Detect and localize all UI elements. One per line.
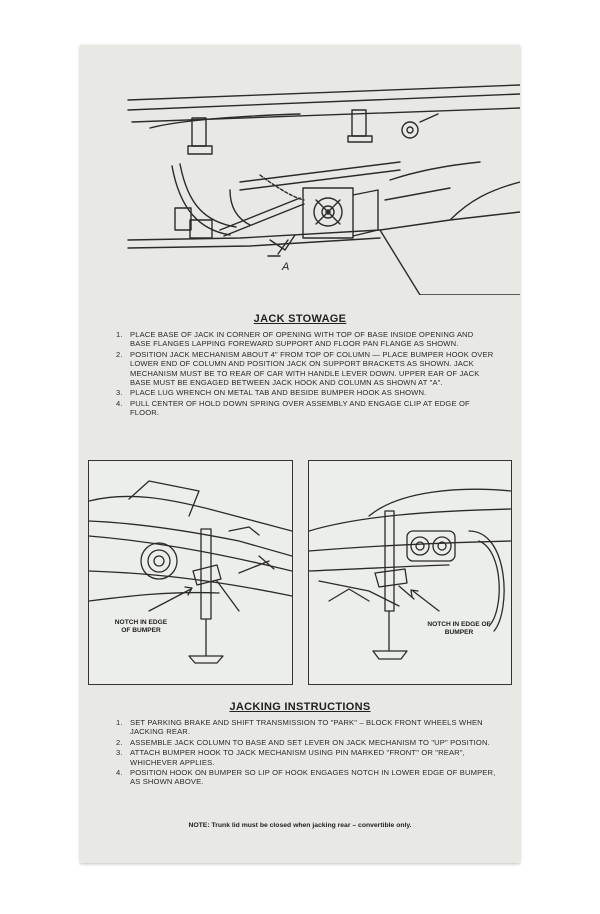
list-item: 3. PLACE LUG WRENCH ON METAL TAB AND BESIDE BUMPER HOOK AS SHOWN. — [116, 388, 427, 398]
list-item: 2. POSITION JACK MECHANISM ABOUT 4" FROM TOP OF COLUMN — PLACE BUMPER HOOK OVER LOWER END OF COLUMN AND POSITION JACK ON SUPPORT BRACKETS AS SHOWN. JACK MECHANISM MUST BE TO REAR OF CAR WITH HANDLE LEVER DOWN. UPPER EAR OF JACK BASE MUST BE ENGAGED BETWEEN JACK HOOK AND COLUMN AS SHOWN AT "A". — [116, 349, 494, 388]
list-item: 4. PULL CENTER OF HOLD DOWN SPRING OVER ASSEMBLY AND ENGAGE CLIP AT EDGE OF FLOOR. — [116, 398, 470, 418]
list-item: 2. ASSEMBLE JACK COLUMN TO BASE AND SET LEVER ON JACK MECHANISM TO "UP" POSITION. — [116, 737, 490, 747]
jack-stowage-title: JACK STOWAGE — [253, 313, 347, 325]
notch-label-left: NOTCH IN EDGE OF BUMPER — [114, 619, 168, 634]
list-item: 1. PLACE BASE OF JACK IN CORNER OF OPENING WITH TOP OF BASE INSIDE OPENING AND BASE FLANGES LAPPING FOREWARD SUPPORT AND FLOOR PAN FLANGE AS SHOWN. — [116, 330, 474, 349]
jack-stowage-illustration — [120, 70, 520, 295]
list-item: 1. SET PARKING BRAKE AND SHIFT TRANSMISSION TO "PARK" – BLOCK FRONT WHEELS WHEN JACKING REAR. — [116, 718, 483, 737]
rear-jacking-panel — [88, 460, 293, 685]
jack-stowage-steps — [116, 330, 496, 419]
front-jacking-illustration — [309, 461, 511, 684]
front-jacking-panel — [308, 460, 512, 685]
jacking-instructions-steps — [116, 718, 500, 788]
jacking-instructions-title: JACKING INSTRUCTIONS — [229, 701, 371, 713]
notch-label-right: NOTCH IN EDGE OF BUMPER — [427, 621, 491, 636]
list-item: 4. POSITION HOOK ON BUMPER SO LIP OF HOOK ENGAGES NOTCH IN LOWER EDGE OF BUMPER, AS SHOWN ABOVE. — [116, 768, 496, 787]
trunk-lid-note: NOTE: Trunk lid must be closed when jacking rear – convertible only. — [188, 822, 412, 829]
instruction-card — [80, 45, 520, 863]
callout-a: A — [282, 261, 290, 273]
list-item: 3. ATTACH BUMPER HOOK TO JACK MECHANISM USING PIN MARKED "FRONT" OR "REAR", WHICHEVER APPLIES. — [116, 748, 465, 767]
rear-jacking-illustration — [89, 461, 292, 684]
